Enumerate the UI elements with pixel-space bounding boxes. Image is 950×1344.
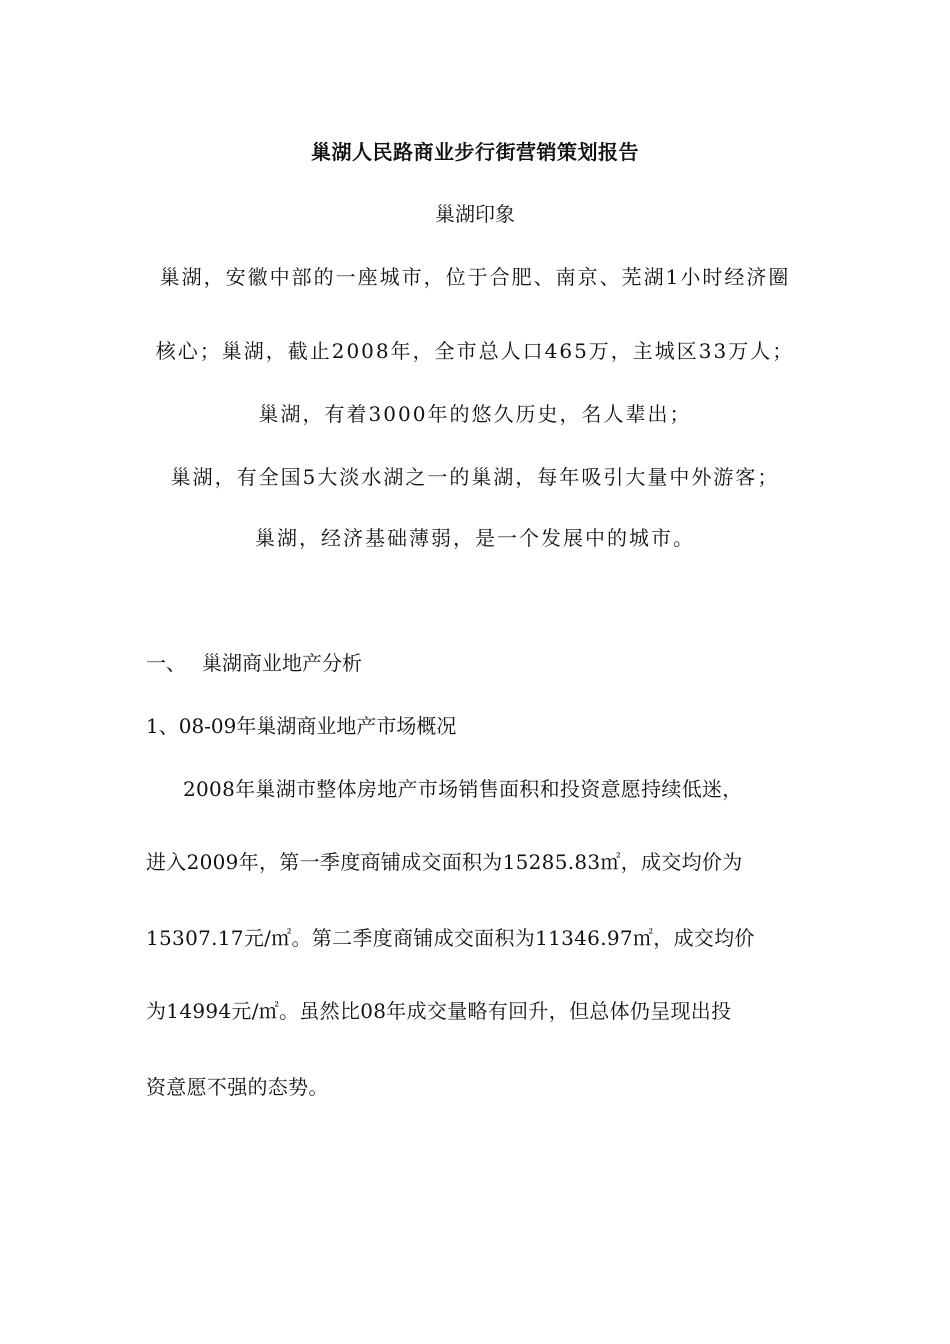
section-heading [146,650,362,676]
intro-line: 巢湖，安徽中部的一座城市，位于合肥、南京、芜湖1小时经济圈 [159,265,791,289]
intro-line: 巢湖，经济基础薄弱，是一个发展中的城市。 [255,526,695,550]
paragraph-line: 2008年巢湖市整体房地产市场销售面积和投资意愿持续低迷， [183,777,743,801]
paragraph-line: 进入2009年，第一季度商铺成交面积为15285.83㎡，成交均价为 [146,850,743,874]
document-subtitle: 巢湖印象 [435,202,515,226]
section-number: 一、 [146,651,186,675]
document-title: 巢湖人民路商业步行街营销策划报告 [311,140,639,164]
paragraph-line: 15307.17元/㎡。第二季度商铺成交面积为11346.97㎡，成交均价 [146,926,755,950]
intro-line: 巢湖，有着3000年的悠久历史，名人辈出； [258,402,692,426]
section-title: 巢湖商业地产分析 [202,651,362,675]
intro-line: 巢湖，有全国5大淡水湖之一的巢湖，每年吸引大量中外游客； [170,465,780,489]
paragraph-line: 资意愿不强的态势。 [146,1075,329,1099]
intro-line: 核心；巢湖，截止2008年，全市总人口465万，主城区33万人； [155,339,795,363]
subsection-heading: 1、08-09年巢湖商业地产市场概况 [146,714,457,738]
paragraph-line: 为14994元/㎡。虽然比08年成交量略有回升，但总体仍呈现出投 [146,999,732,1023]
